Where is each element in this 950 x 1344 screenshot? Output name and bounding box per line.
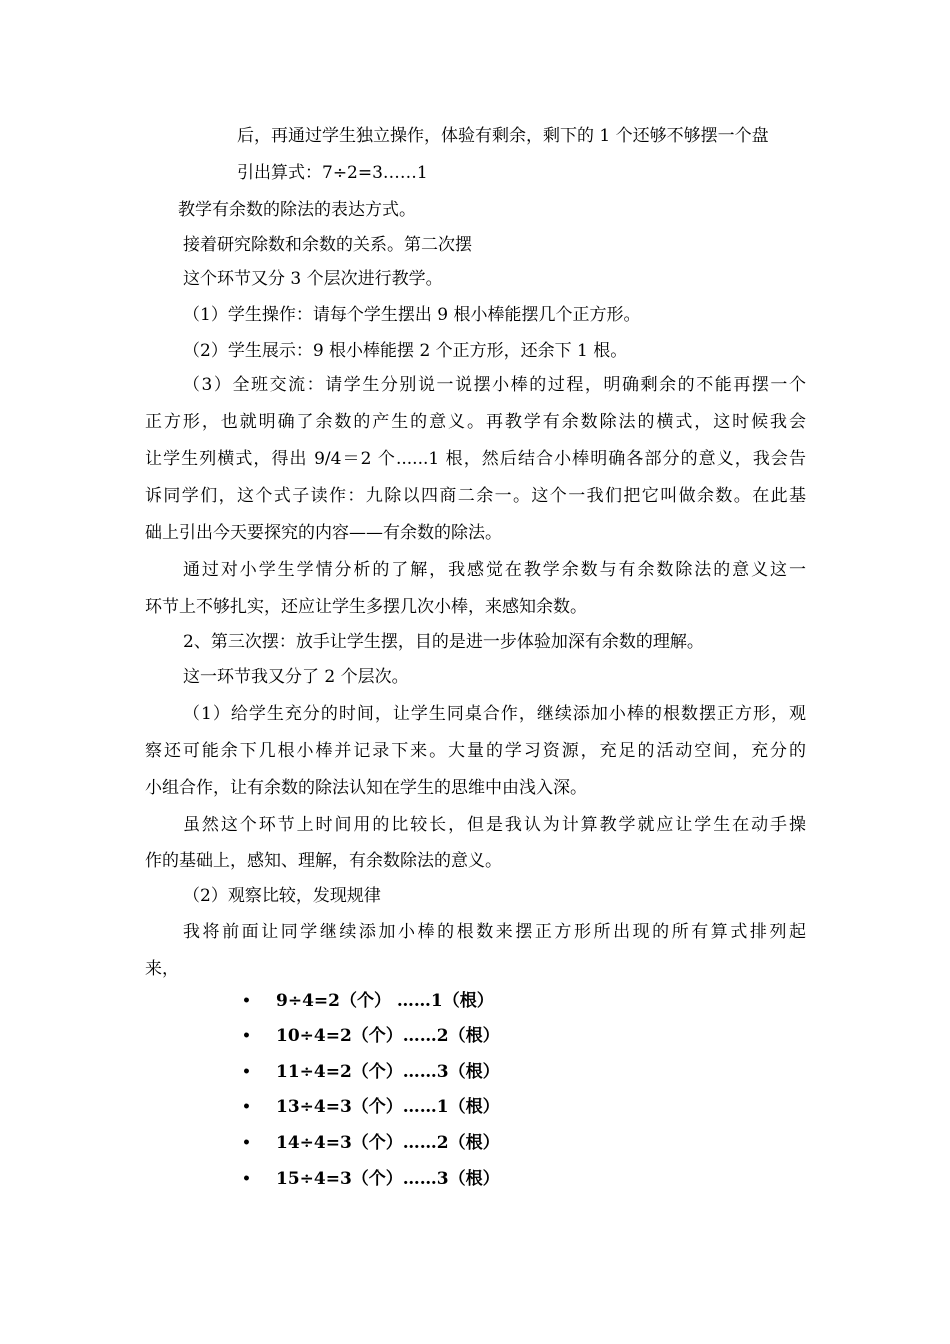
paragraph-line: （1）给学生充分的时间，让学生同桌合作，继续添加小棒的根数摆正方形，观: [183, 704, 806, 724]
paragraph-line: （1）学生操作：请每个学生摆出 9 根小棒能摆几个正方形。: [183, 305, 641, 325]
paragraph-line: 引出算式：7÷2=3……1: [237, 163, 428, 183]
bullet-icon: •: [242, 1064, 251, 1080]
paragraph-line: 诉同学们，这个式子读作：九除以四商二余一。这个一我们把它叫做余数。在此基: [145, 486, 806, 506]
bullet-icon: •: [242, 993, 251, 1009]
paragraph-line: 小组合作，让有余数的除法认知在学生的思维中由浅入深。: [145, 778, 587, 798]
paragraph-line: （2）观察比较，发现规律: [183, 886, 381, 906]
paragraph-line: 2、第三次摆：放手让学生摆，目的是进一步体验加深有余数的理解。: [183, 632, 704, 652]
paragraph-line: （3）全班交流：请学生分别说一说摆小棒的过程，明确剩余的不能再摆一个: [183, 375, 806, 395]
paragraph-line: 通过对小学生学情分析的了解，我感觉在教学余数与有余数除法的意义这一: [183, 560, 806, 580]
paragraph-line: 正方形，也就明确了余数的产生的意义。再教学有余数除法的横式，这时候我会: [145, 412, 806, 432]
list-item: [0, 989, 950, 1013]
list-item: [0, 1024, 950, 1048]
equation-text: 13÷4=3（个）……1（根）: [276, 1097, 500, 1117]
equation-text: 15÷4=3（个）……3（根）: [276, 1169, 500, 1189]
paragraph-line: 察还可能余下几根小棒并记录下来。大量的学习资源，充足的活动空间，充分的: [145, 741, 806, 761]
list-item: [0, 1095, 950, 1119]
paragraph-line: 来，: [145, 959, 179, 979]
paragraph-line: 础上引出今天要探究的内容——有余数的除法。: [145, 523, 502, 543]
paragraph-line: 这一环节我又分了 2 个层次。: [183, 667, 409, 687]
paragraph-line: 这个环节又分 3 个层次进行教学。: [183, 269, 443, 289]
paragraph-line: 后，再通过学生独立操作，体验有剩余，剩下的 1 个还够不够摆一个盘: [237, 126, 769, 146]
equation-text: 9÷4=2（个） ……1（根）: [276, 991, 494, 1011]
paragraph-line: 虽然这个环节上时间用的比较长，但是我认为计算教学就应让学生在动手操: [183, 815, 806, 835]
paragraph-line: （2）学生展示：9 根小棒能摆 2 个正方形，还余下 1 根。: [183, 341, 628, 361]
list-item: [0, 1060, 950, 1084]
equation-text: 10÷4=2（个）……2（根）: [276, 1026, 500, 1046]
equation-text: 11÷4=2（个）……3（根）: [276, 1062, 500, 1082]
paragraph-line: 作的基础上，感知、理解，有余数除法的意义。: [145, 851, 502, 871]
bullet-icon: •: [242, 1171, 251, 1187]
paragraph-line: 我将前面让同学继续添加小棒的根数来摆正方形所出现的所有算式排列起: [183, 922, 806, 942]
paragraph-line: 教学有余数的除法的表达方式。: [178, 200, 416, 220]
bullet-icon: •: [242, 1135, 251, 1151]
bullet-icon: •: [242, 1099, 251, 1115]
paragraph-line: 让学生列横式，得出 9/4＝2 个......1 根，然后结合小棒明确各部分的意义，我会告: [145, 449, 806, 469]
list-item: [0, 1167, 950, 1191]
equation-text: 14÷4=3（个）……2（根）: [276, 1133, 500, 1153]
list-item: [0, 1131, 950, 1155]
paragraph-line: 接着研究除数和余数的关系。第二次摆: [183, 235, 472, 255]
bullet-icon: •: [242, 1028, 251, 1044]
paragraph-line: 环节上不够扎实，还应让学生多摆几次小棒，来感知余数。: [145, 597, 587, 617]
